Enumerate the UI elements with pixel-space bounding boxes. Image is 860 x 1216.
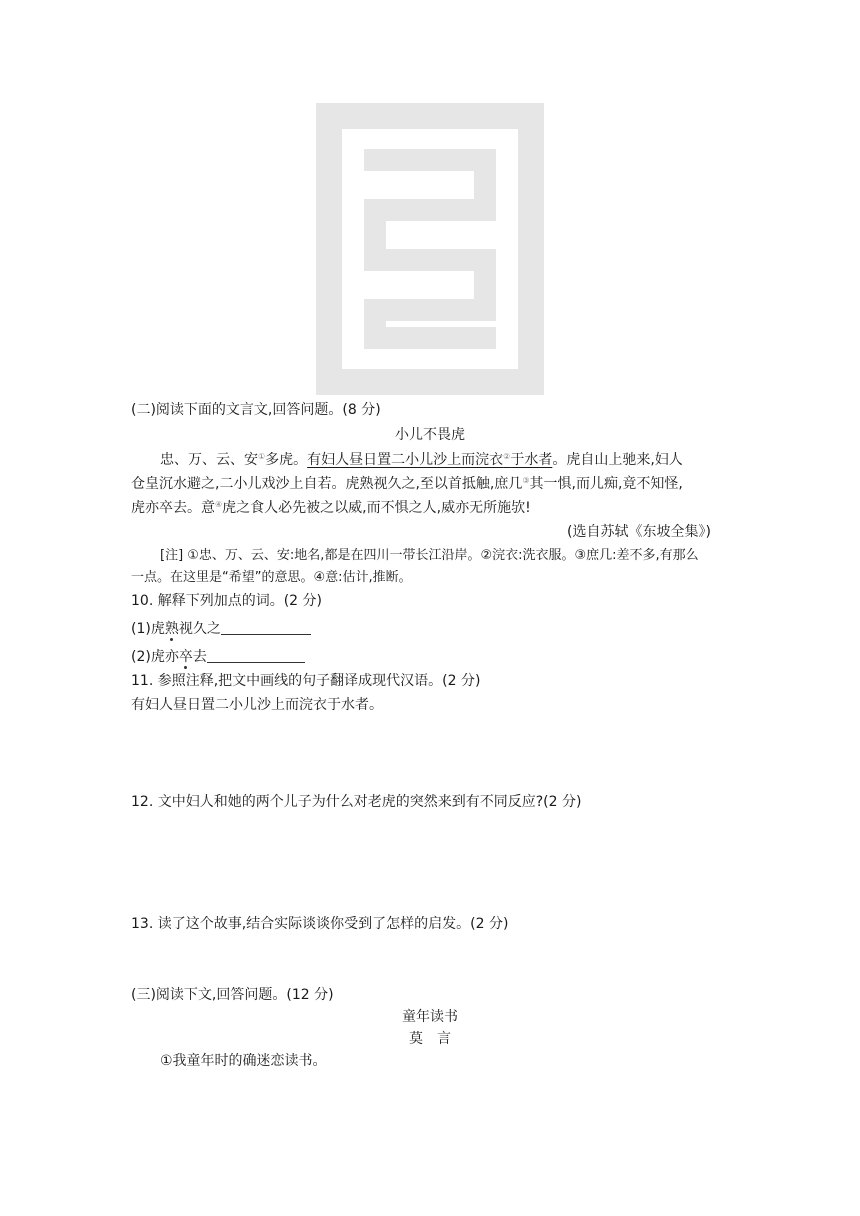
underlined-sentence: 有妇人昼日置二小儿沙上而浣衣②于水者 — [307, 452, 553, 468]
question-12: 12. 文中妇人和她的两个儿子为什么对老虎的突然来到有不同反应?(2 分) — [131, 794, 582, 810]
answer-blank-2[interactable] — [207, 648, 305, 663]
section2-heading: (二)阅读下面的文言文,回答问题。(8 分) — [131, 402, 381, 418]
section3-heading: (三)阅读下文,回答问题。(12 分) — [131, 987, 334, 1003]
q10-item-1: (1)虎熟视久之 — [131, 620, 311, 638]
passage-title: 小儿不畏虎 — [395, 427, 465, 443]
passage-line-3: 虎亦卒去。意④虎之食人必先被之以威,而不惧之人,威亦无所施欤! — [131, 500, 531, 516]
question-13: 13. 读了这个故事,结合实际谈谈你受到了怎样的启发。(2 分) — [131, 916, 509, 932]
passage-line-2: 仓皇沉水避之,二小儿戏沙上自若。虎熟视久之,至以首抵触,庶几③其一惧,而儿痴,竟不知怪, — [131, 476, 683, 492]
article-author: 莫 言 — [409, 1031, 451, 1047]
q11-sentence: 有妇人昼日置二小儿沙上而浣衣于水者。 — [131, 697, 383, 713]
q10-item-2: (2)虎亦卒去 — [131, 648, 305, 666]
answer-blank-1[interactable] — [221, 620, 311, 635]
note-line-1: [注] ①忠、万、云、安:地名,都是在四川一带长江沿岸。②浣衣:洗衣服。③庶几:差不多,有那么 — [160, 548, 699, 563]
passage-source: (选自苏轼《东坡全集》) — [567, 524, 711, 540]
dotted-word-2: 卒 — [178, 649, 193, 665]
question-10: 10. 解释下列加点的词。(2 分) — [131, 593, 322, 609]
article-paragraph-1: ①我童年时的确迷恋读书。 — [160, 1053, 327, 1069]
dotted-word-1: 熟 — [164, 621, 179, 637]
watermark-logo — [316, 103, 544, 395]
question-11: 11. 参照注释,把文中画线的句子翻译成现代汉语。(2 分) — [131, 673, 481, 689]
passage-line-1: 忠、万、云、安①多虎。有妇人昼日置二小儿沙上而浣衣②于水者。虎自山上驰来,妇人 — [160, 452, 683, 468]
article-title: 童年读书 — [402, 1009, 458, 1025]
note-line-2: 一点。在这里是“希望”的意思。④意:估计,推断。 — [131, 570, 412, 585]
